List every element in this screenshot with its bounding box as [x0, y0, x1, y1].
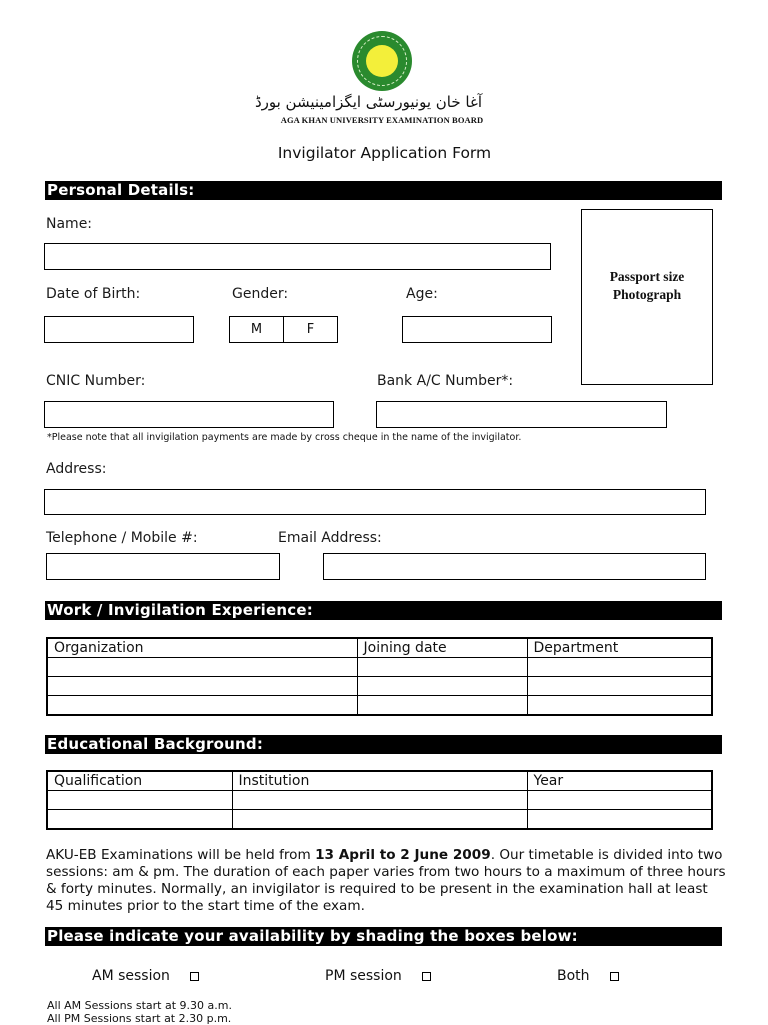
- column-header: Institution: [232, 771, 527, 791]
- education-table: [46, 770, 713, 830]
- column-header: Year: [527, 771, 712, 791]
- am-start-note: All AM Sessions start at 9.30 a.m.: [47, 999, 232, 1012]
- experience-heading: Work / Invigilation Experience:: [45, 601, 722, 620]
- table-cell[interactable]: [47, 677, 357, 696]
- address-label: Address:: [46, 461, 107, 477]
- form-title: Invigilator Application Form: [277, 144, 492, 162]
- pm-start-note: All PM Sessions start at 2.30 p.m.: [47, 1012, 232, 1025]
- logo-sun-icon: [366, 45, 398, 77]
- availability-heading: Please indicate your availability by shading the boxes below:: [45, 927, 722, 946]
- column-header: Joining date: [357, 638, 527, 658]
- personal-details-heading: Personal Details:: [45, 181, 722, 200]
- dob-label: Date of Birth:: [46, 286, 141, 302]
- table-cell[interactable]: [232, 810, 527, 830]
- table-cell[interactable]: [527, 810, 712, 830]
- both-session-checkbox[interactable]: [610, 972, 619, 981]
- email-field[interactable]: [323, 553, 706, 580]
- table-row: [47, 696, 712, 716]
- dob-field[interactable]: [44, 316, 194, 343]
- table-row: [47, 791, 712, 810]
- table-cell[interactable]: [527, 658, 712, 677]
- experience-header-row: [47, 638, 712, 658]
- table-row: [47, 810, 712, 830]
- table-cell[interactable]: [47, 791, 232, 810]
- table-cell[interactable]: [47, 810, 232, 830]
- table-cell[interactable]: [357, 677, 527, 696]
- pm-session-option: [325, 968, 431, 984]
- column-header: Department: [527, 638, 712, 658]
- table-cell[interactable]: [357, 658, 527, 677]
- phone-label: Telephone / Mobile #:: [46, 530, 198, 546]
- education-heading: Educational Background:: [45, 735, 722, 754]
- table-cell[interactable]: [357, 696, 527, 716]
- name-field[interactable]: [44, 243, 551, 270]
- pm-session-checkbox[interactable]: [422, 972, 431, 981]
- gender-f-box[interactable]: F: [283, 316, 338, 343]
- payment-note: *Please note that all invigilation payments are made by cross cheque in the name of the invigilator.: [47, 432, 522, 443]
- board-name: AGA KHAN UNIVERSITY EXAMINATION BOARD: [280, 115, 484, 125]
- age-field[interactable]: [402, 316, 552, 343]
- phone-field[interactable]: [46, 553, 280, 580]
- cnic-field[interactable]: [44, 401, 334, 428]
- table-cell[interactable]: [527, 677, 712, 696]
- table-cell[interactable]: [47, 658, 357, 677]
- experience-table: [46, 637, 713, 716]
- gender-m-box[interactable]: M: [229, 316, 284, 343]
- am-session-label: AM session: [92, 968, 170, 984]
- education-header-row: [47, 771, 712, 791]
- name-label: Name:: [46, 216, 93, 232]
- email-label: Email Address:: [278, 530, 382, 546]
- bank-label: Bank A/C Number*:: [377, 373, 514, 389]
- pm-session-label: PM session: [325, 968, 402, 984]
- table-cell[interactable]: [232, 791, 527, 810]
- info-text-after: . Our timetable is divided into two sessions: am & pm. The duration of each paper varies from two hours to a maximum of three hours & forty minutes. Normally, an invigilator is required to be present in the examination hall at least 45 minutes prior to the start time of the exam.: [46, 847, 726, 914]
- table-cell[interactable]: [527, 791, 712, 810]
- info-text-before: AKU-EB Examinations will be held from: [46, 847, 316, 863]
- exam-dates: 13 April to 2 June 2009: [315, 847, 491, 863]
- address-field[interactable]: [44, 489, 706, 515]
- gender-label: Gender:: [232, 286, 289, 302]
- university-logo: [352, 31, 412, 91]
- cnic-label: CNIC Number:: [46, 373, 146, 389]
- urdu-board-name: آغا خان یونیورسٹی ایگزامینیشن بورڈ: [254, 93, 482, 111]
- table-row: [47, 677, 712, 696]
- table-cell[interactable]: [527, 696, 712, 716]
- column-header: Organization: [47, 638, 357, 658]
- both-session-option: [557, 968, 619, 984]
- table-row: [47, 658, 712, 677]
- bank-field[interactable]: [376, 401, 667, 428]
- am-session-option: [92, 968, 199, 984]
- column-header: Qualification: [47, 771, 232, 791]
- photo-label-line1: Passport size: [609, 269, 685, 284]
- am-session-checkbox[interactable]: [190, 972, 199, 981]
- both-session-label: Both: [557, 968, 590, 984]
- exam-info-paragraph: [46, 847, 726, 915]
- table-cell[interactable]: [47, 696, 357, 716]
- photo-box[interactable]: [581, 209, 713, 385]
- photo-label-line2: Photograph: [612, 287, 682, 302]
- age-label: Age:: [406, 286, 438, 302]
